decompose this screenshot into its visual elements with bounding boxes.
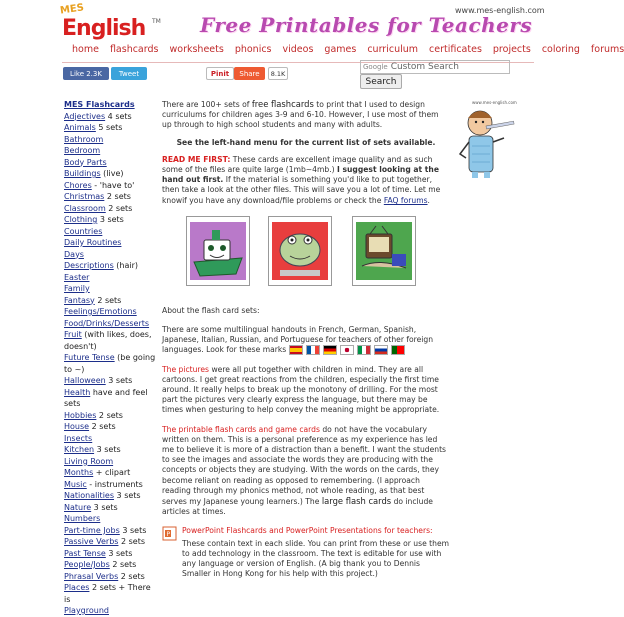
powerpoint-title: PowerPoint Flashcards and PowerPoint Presentations for teachers:	[182, 526, 433, 536]
sidebar-item-note: 3 sets	[119, 525, 147, 535]
sidebar-item-link[interactable]: Adjectives	[64, 111, 106, 121]
sidebar-item-link[interactable]: Bedroom	[64, 146, 101, 155]
italy-flag-icon	[357, 345, 371, 355]
sidebar-item-link[interactable]: Body Parts	[64, 157, 107, 167]
nav-flashcards[interactable]: flashcards	[109, 44, 159, 55]
nav-coloring[interactable]: coloring	[541, 44, 580, 55]
language-flags	[289, 345, 405, 355]
sidebar-item	[64, 582, 158, 605]
sidebar-item-link[interactable]: House	[64, 422, 90, 431]
sidebar	[64, 99, 158, 617]
sidebar-item	[64, 456, 158, 468]
sidebar-item-link[interactable]: Kitchen	[64, 445, 95, 454]
sidebar-item-link[interactable]: Nationalities	[64, 491, 115, 500]
sidebar-item	[64, 444, 158, 456]
pictures-lead: The pictures	[162, 364, 210, 374]
sidebar-item-note: 3 sets	[91, 502, 118, 512]
sidebar-item	[64, 502, 158, 514]
sidebar-item	[64, 237, 158, 249]
sidebar-item	[64, 306, 158, 318]
sidebar-item-link[interactable]: Living Room	[64, 456, 114, 466]
flashcard-boat-image[interactable]	[186, 216, 250, 286]
read-me-bold: I suggest looking at the hand out first.	[162, 165, 439, 185]
sidebar-item	[64, 283, 158, 295]
sidebar-item-note: 2 sets	[94, 295, 122, 305]
sidebar-item	[64, 605, 158, 617]
russia-flag-icon	[374, 345, 388, 355]
sidebar-item-link[interactable]: Hobbies	[64, 410, 97, 420]
read-me-text: These cards are excellent image quality and as such some of the files are quite large (1mb~4mb.)	[162, 154, 433, 175]
pinterest-label: Pinit	[210, 69, 230, 78]
nav-games[interactable]: games	[324, 44, 357, 55]
sidebar-item-note: have and feel sets	[64, 387, 148, 408]
sidebar-item	[64, 145, 158, 157]
sidebar-item	[64, 375, 158, 387]
sidebar-item-link[interactable]: Fruit	[64, 330, 82, 339]
search-button[interactable]: Search	[360, 74, 402, 89]
sidebar-item	[64, 157, 158, 169]
powerpoint-icon	[162, 526, 177, 541]
sidebar-item-note: (be going to ~)	[64, 353, 156, 374]
sidebar-item-note: 3 sets	[114, 491, 141, 500]
sidebar-item-link[interactable]: Places	[64, 583, 90, 592]
sidebar-item-link[interactable]: Christmas	[64, 192, 105, 201]
sidebar-item-link[interactable]: Past Tense	[64, 548, 106, 558]
sidebar-item	[64, 329, 158, 352]
sidebar-item	[64, 260, 158, 272]
top-nav	[72, 44, 624, 58]
powerpoint-section	[162, 526, 450, 579]
twitter-tweet-button[interactable]	[111, 67, 147, 80]
sidebar-item	[64, 249, 158, 261]
sidebar-item	[64, 421, 158, 433]
nav-curriculum[interactable]: curriculum	[367, 44, 419, 55]
main-content	[162, 99, 450, 580]
sidebar-item	[64, 214, 158, 226]
sidebar-item	[64, 352, 158, 375]
printable-text: do not have the vocabulary written on them. This is a personal preference as my experience has led me to believe it is more of a distraction than a benefit. I want the students to see the images and associate the words they are producing with the concepts or objects they are studying. With the words on the cards, they become reliant on reading as opposed to remembering. (I approach reading through my phonics method, not whole reading, as that best serves my Japanese young learners.) The	[162, 424, 447, 507]
multilingual-text: There are some multilingual handouts in French, German, Spanish, Japanese, Italian, Russian, and Portuguese for teachers of other foreign languages. Look for these marks	[162, 325, 434, 355]
sidebar-item-note: (hair)	[113, 261, 139, 270]
share-count-value: 8.1K	[270, 69, 286, 78]
sidebar-item-link[interactable]: Nature	[64, 502, 92, 512]
intro-pre: There are 100+ sets of	[162, 100, 252, 109]
sidebar-item-link[interactable]: Insects	[64, 433, 93, 443]
sidebar-item-link[interactable]: Health	[64, 387, 91, 397]
sidebar-item-link[interactable]: Future Tense	[64, 353, 115, 362]
sidebar-item	[64, 180, 158, 192]
sidebar-item-link[interactable]: Descriptions	[64, 261, 114, 270]
read-me-paragraph: READ ME FIRST: These cards are excellent image quality and as such some of the files are quite large (1mb~4mb.) I suggest looking at the hand out first. If the material is something you'd like to put together, then take a look at the other files. This will save you a lot of time. Let me knowif you have any download/file problems or check the FAQ forums.	[162, 154, 441, 205]
read-me-text2: If the material is something you'd like to put together, then take a look at the other files. This will save you a lot of time. Let me knowif you have any download/file problems or check the	[162, 175, 441, 205]
sidebar-item	[64, 513, 158, 525]
site-url: www.mes-english.com	[455, 6, 545, 15]
multilingual-paragraph	[162, 325, 450, 356]
sidebar-item	[64, 318, 158, 330]
powerpoint-text-block	[182, 526, 450, 579]
sidebar-item-link[interactable]: Days	[64, 249, 84, 259]
sidebar-item	[64, 226, 158, 238]
sidebar-item-link[interactable]: Animals	[64, 123, 96, 132]
sidebar-item	[64, 387, 158, 410]
sidebar-item	[64, 203, 158, 215]
sidebar-item-note: 5 sets	[95, 123, 123, 132]
printable-end: do include articles at times.	[162, 497, 433, 517]
sidebar-item	[64, 525, 158, 537]
sidebar-item-link[interactable]: Clothing	[64, 215, 98, 224]
sidebar-item-link[interactable]: Feelings/Emotions	[64, 307, 137, 316]
sidebar-heading[interactable]	[64, 99, 158, 111]
sidebar-item-link[interactable]: Bathroom	[64, 134, 104, 144]
sidebar-item-note: 3 sets	[97, 215, 124, 224]
see-menu-note: See the left-hand menu for the current list of sets available.	[176, 137, 436, 147]
sidebar-item	[64, 410, 158, 422]
sidebar-heading-link[interactable]: MES Flashcards	[64, 100, 135, 109]
pictures-paragraph	[162, 365, 450, 416]
sidebar-item-link[interactable]: Passive Verbs	[64, 537, 119, 546]
intro-post: to print that I used to design curriculums for children ages 3-9 and 6-10. However, I use most of them up through to high school students and many with adults.	[162, 100, 439, 130]
sidebar-item	[64, 168, 158, 180]
sidebar-item-note: 2 sets + There is	[64, 583, 151, 604]
sidebar-item-note: - instruments	[86, 479, 143, 489]
nav-projects[interactable]: projects	[492, 44, 531, 55]
sidebar-item	[64, 433, 158, 445]
pinterest-button[interactable]	[206, 67, 234, 80]
sidebar-item-link[interactable]: People/Jobs	[64, 560, 110, 569]
sidebar-item-link[interactable]: Classroom	[64, 203, 106, 213]
sidebar-item-note: 2 sets	[89, 422, 116, 431]
site-tagline: Free Printables for Teachers	[200, 13, 533, 37]
sidebar-item-note: 3 sets	[105, 548, 133, 558]
sidebar-item-note: 3 sets	[94, 445, 121, 454]
printable-lead: The printable flash cards and game cards	[162, 424, 320, 434]
sidebar-item-note: 2 sets	[104, 192, 131, 201]
share-label: Share	[239, 69, 260, 78]
sidebar-item-link[interactable]: Buildings	[64, 169, 101, 178]
sidebar-item-link[interactable]: Part-time Jobs	[64, 525, 120, 535]
sidebar-item-note: (live)	[100, 169, 124, 178]
sidebar-item-link[interactable]: Chores	[64, 180, 92, 190]
sidebar-item-link[interactable]: Easter	[64, 272, 90, 282]
sidebar-item	[64, 122, 158, 134]
search-input[interactable]	[360, 60, 510, 74]
sick-boy-illustration	[452, 98, 532, 180]
nav-home[interactable]: home	[72, 44, 99, 55]
nav-phonics[interactable]: phonics	[234, 44, 272, 55]
logo-tm: TM	[152, 18, 161, 25]
nav-forums[interactable]: forums	[590, 44, 624, 55]
printable-paragraph	[162, 425, 450, 518]
flashcard-tv-image[interactable]	[352, 216, 416, 286]
intro-em: free flashcards	[251, 99, 314, 109]
sidebar-item	[64, 191, 158, 203]
sidebar-item	[64, 536, 158, 548]
sidebar-item-note: 3 sets	[105, 376, 133, 385]
sidebar-item-note: + clipart	[93, 468, 131, 477]
france-flag-icon	[306, 345, 320, 355]
faq-forums-link[interactable]: FAQ forums	[383, 195, 428, 205]
sidebar-item-note: 4 sets	[105, 111, 132, 121]
sidebar-item-link[interactable]: Music	[64, 479, 87, 489]
sidebar-item	[64, 295, 158, 307]
flashcard-frog-image[interactable]	[268, 216, 332, 286]
powerpoint-description: These contain text in each slide. You can print from these or use them to add technology in the classroom. The text is editable for use with any language or version of English. (A big thank you to Dennis Smaller in Hong Kong for his help with this project.)	[182, 538, 450, 579]
google-brand: Google	[363, 63, 388, 71]
sidebar-item-note: - 'have to'	[91, 180, 135, 190]
sidebar-item	[64, 479, 158, 491]
about-heading: About the flash card sets:	[162, 305, 260, 315]
sidebar-item-note: 2 sets	[118, 571, 145, 581]
sidebar-item-note: 2 sets	[118, 537, 146, 546]
spain-flag-icon	[289, 345, 303, 355]
sidebar-item	[64, 111, 158, 123]
japan-flag-icon	[340, 345, 354, 355]
share-button[interactable]	[234, 67, 265, 80]
sidebar-item-note: (with likes, does, doesn't)	[64, 330, 152, 351]
nav-worksheets[interactable]: worksheets	[169, 44, 224, 55]
sidebar-list	[64, 111, 158, 617]
sidebar-item-link[interactable]: Halloween	[64, 376, 106, 385]
sidebar-item-note: 2 sets	[96, 410, 123, 420]
intro-paragraph	[162, 99, 450, 131]
sidebar-item	[64, 548, 158, 560]
read-me-label: READ ME FIRST:	[162, 154, 231, 164]
sidebar-item-link[interactable]: Daily Routines	[64, 238, 122, 247]
sidebar-item-link[interactable]: Phrasal Verbs	[64, 571, 119, 581]
logo-mes-text: MES	[59, 2, 85, 17]
facebook-like-label: Like 2.3K	[70, 69, 102, 78]
sidebar-item-link[interactable]: Food/Drinks/Desserts	[64, 318, 150, 328]
nav-certificates[interactable]: certificates	[429, 44, 482, 55]
sidebar-item-link[interactable]: Playground	[64, 606, 109, 615]
facebook-like-button[interactable]	[63, 67, 109, 80]
nav-videos[interactable]: videos	[282, 44, 314, 55]
logo-english-text: English	[62, 16, 146, 41]
sidebar-item-link[interactable]: Countries	[64, 226, 103, 236]
tweet-label: Tweet	[118, 69, 140, 78]
sidebar-item-link[interactable]: Numbers	[64, 514, 101, 523]
sidebar-item	[64, 134, 158, 146]
sidebar-item	[64, 571, 158, 583]
sidebar-item-link[interactable]: Family	[64, 284, 90, 293]
svg-text:P: P	[166, 531, 171, 539]
search-placeholder: Custom Search	[390, 62, 459, 72]
svg-text:www.mes-english.com: www.mes-english.com	[472, 100, 517, 105]
pictures-text: were all put together with children in mind. They are all cartoons. I get great reactions from the children, especially the first time around. It really helps to break up the monotony of drilling. For the most part the pictures very clearly express the language, but there may be times when gesturing to help convey the meaning might be appropriate.	[162, 364, 440, 415]
germany-flag-icon	[323, 345, 337, 355]
sidebar-item	[64, 467, 158, 479]
sidebar-item-note: 2 sets	[109, 560, 137, 569]
portugal-flag-icon	[391, 345, 405, 355]
sidebar-item-note: 2 sets	[105, 203, 133, 213]
sidebar-item	[64, 490, 158, 502]
share-count	[268, 67, 288, 80]
sidebar-item	[64, 559, 158, 571]
sidebar-item	[64, 272, 158, 284]
mes-english-logo[interactable]	[60, 4, 160, 42]
printable-em: large flash cards	[321, 496, 392, 507]
sidebar-item-link[interactable]: Fantasy	[64, 295, 95, 305]
sidebar-item-link[interactable]: Months	[64, 468, 94, 477]
